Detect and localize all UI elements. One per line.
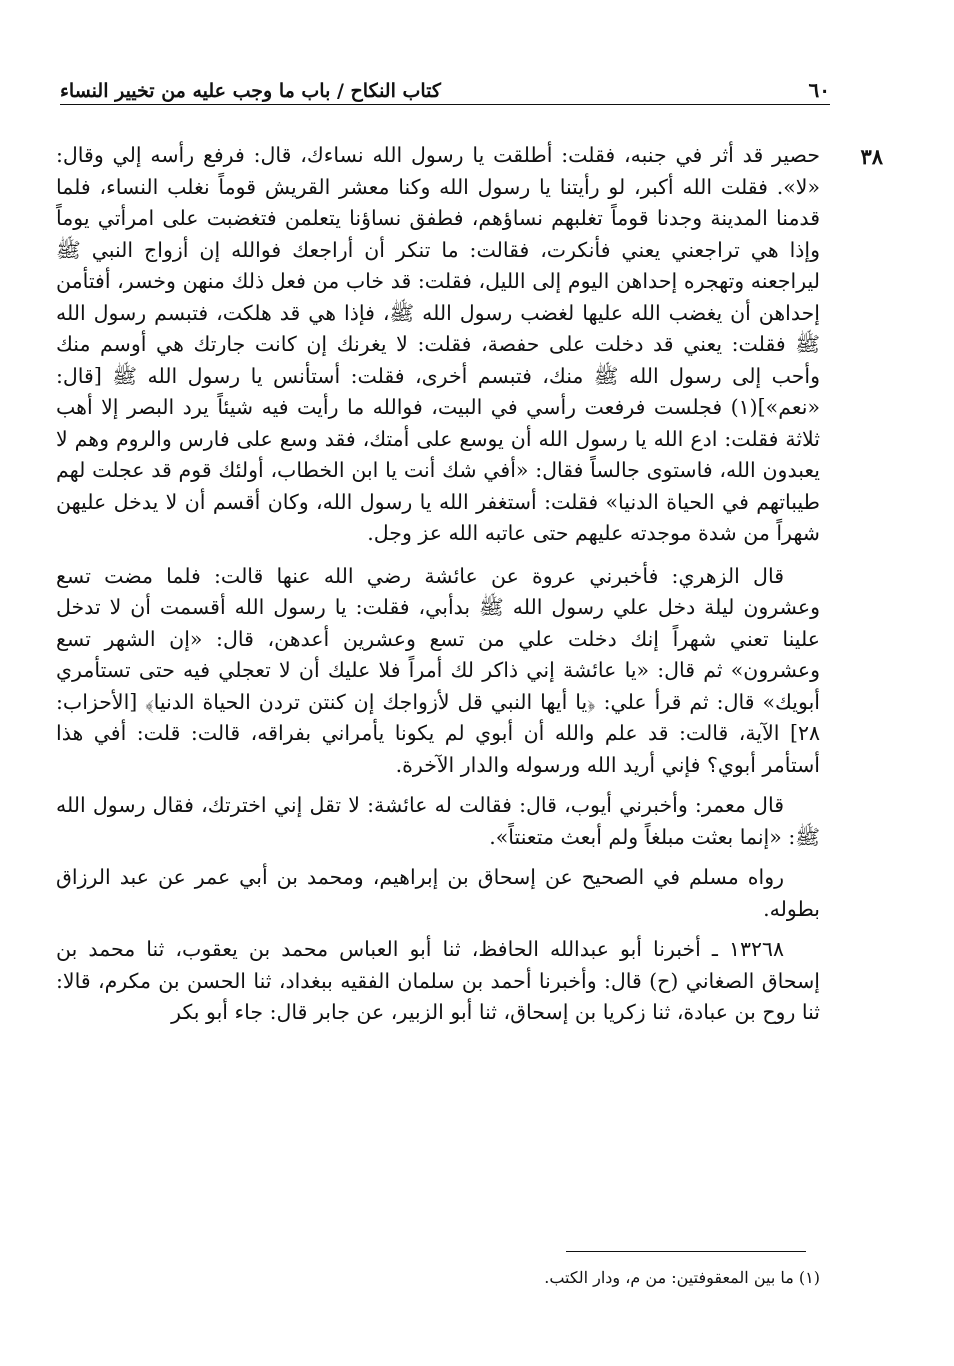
paragraph-muslim-reference: رواه مسلم في الصحيح عن إسحاق بن إبراهيم، ومحمد بن أبي عمر عن عبد الرزاق بطوله.	[56, 865, 820, 921]
volume-margin-number: ٣٨	[860, 144, 883, 169]
footnote: (١) ما بين المعقوفتين: من م، ودار الكتب.	[544, 1268, 820, 1287]
paragraph-hadith-continuation: حصير قد أثر في جنبه، فقلت: أطلقت يا رسول الله نساءك، قال: فرفع رأسه إلي وقال: «لا». فقلت الله أكبر، لو رأيتنا يا رسول الله وكنا معشر القريش قوماً نغلب النساء، فلما قدمنا المدينة وجدنا قوماً تغلبهم نساؤهم، فطفق نساؤنا يتعلمن فتغضبت على امرأتي يوماً وإذا هي تراجعني يعني فأنكرت، فقالت: ما تنكر أن أراجعك فوالله إن أزواج النبي ﷺ ليراجعنه وتهجره إحداهن اليوم إلى الليل، فقلت: قد خاب من فعل ذلك منهن وخسر، أفتأمن إحداهن أن يغضب الله عليها لغضب رسول الله ﷺ، فإذا هي قد هلكت، فتبسم رسول الله ﷺ فقلت: يعني قد دخلت على حفصة، فقلت: لا يغرنك إن كانت جارتك هي أوسم منك وأحب إلى رسول الله ﷺ منك، فتبسم أخرى، فقلت: أستأنس يا رسول الله ﷺ [قال: «نعم»](١) فجلست فرفعت رأسي في البيت، فوالله ما رأيت فيه شيئاً يرد البصر إلا أهب ثلاثة فقلت: ادع الله يا رسول الله أن يوسع على أمتك، فقد وسع على فارس والروم وهم لا يعبدون الله، فاستوى جالساً فقال: «أفي شك أنت يا ابن الخطاب، أولئك قوم قد عجلت لهم طيباتهم في الحياة الدنيا» فقلت: أستغفر الله يا رسول الله، وكان أقسم أن لا يدخل عليهن شهراً من شدة موجدته عليهم حتى عاتبه الله عز وجل.	[56, 143, 820, 545]
paragraph-hadith-13268: ١٣٢٦٨ ـ أخبرنا أبو عبدالله الحافظ، ثنا أبو العباس محمد بن يعقوب، ثنا محمد بن إسحاق الصغاني (ح) قال: وأخبرنا أحمد بن سلمان الفقيه ببغداد، ثنا الحسن بن مكرم، قالا: ثنا روح بن عبادة، ثنا زكريا بن إسحاق، ثنا أبو الزبير، عن جابر قال: جاء أبو بكر	[56, 937, 820, 1024]
running-title: كتاب النكاح / باب ما وجب عليه من تخيير النساء	[60, 80, 441, 102]
paragraph-zuhri: قال الزهري: فأخبرني عروة عن عائشة رضي الله عنها قالت: فلما مضت تسع وعشرون ليلة دخل علي رسول الله ﷺ بدأبي، فقلت: يا رسول الله أقسمت أن لا تدخل علينا تعني شهراً إنك دخلت علي من تسع وعشرين أعدهن، قال: «إن الشهر تسع وعشرون» ثم قال: «يا عائشة إني ذاكر لك أمراً فلا عليك أن لا تعجلي فيه حتى تستأمري أبويك» قال: ثم قرأ علي: ﴿يا أيها النبي قل لأزواجك إن كنتن تردن الحياة الدنيا﴾ [الأحزاب: ٢٨] الآية، قالت: قد علم والله أن أبوي لم يكونا يأمراني بفراقه، قالت: قلت: أفي هذا أستأمر أبوي؟ فإني أريد الله ورسوله والدار الآخرة.	[56, 563, 820, 777]
page-number: ٦٠	[808, 78, 830, 102]
page-header	[60, 70, 830, 105]
paragraph-mamar: قال معمر: وأخبرني أيوب، قال: فقالت له عائشة: لا تقل إني اخترتك، فقال رسول الله ﷺ: «إنما بعثت مبلغاً ولم أبعث متعنتاً».	[56, 793, 820, 849]
main-text	[56, 140, 820, 1038]
footnote-divider	[566, 1251, 806, 1252]
